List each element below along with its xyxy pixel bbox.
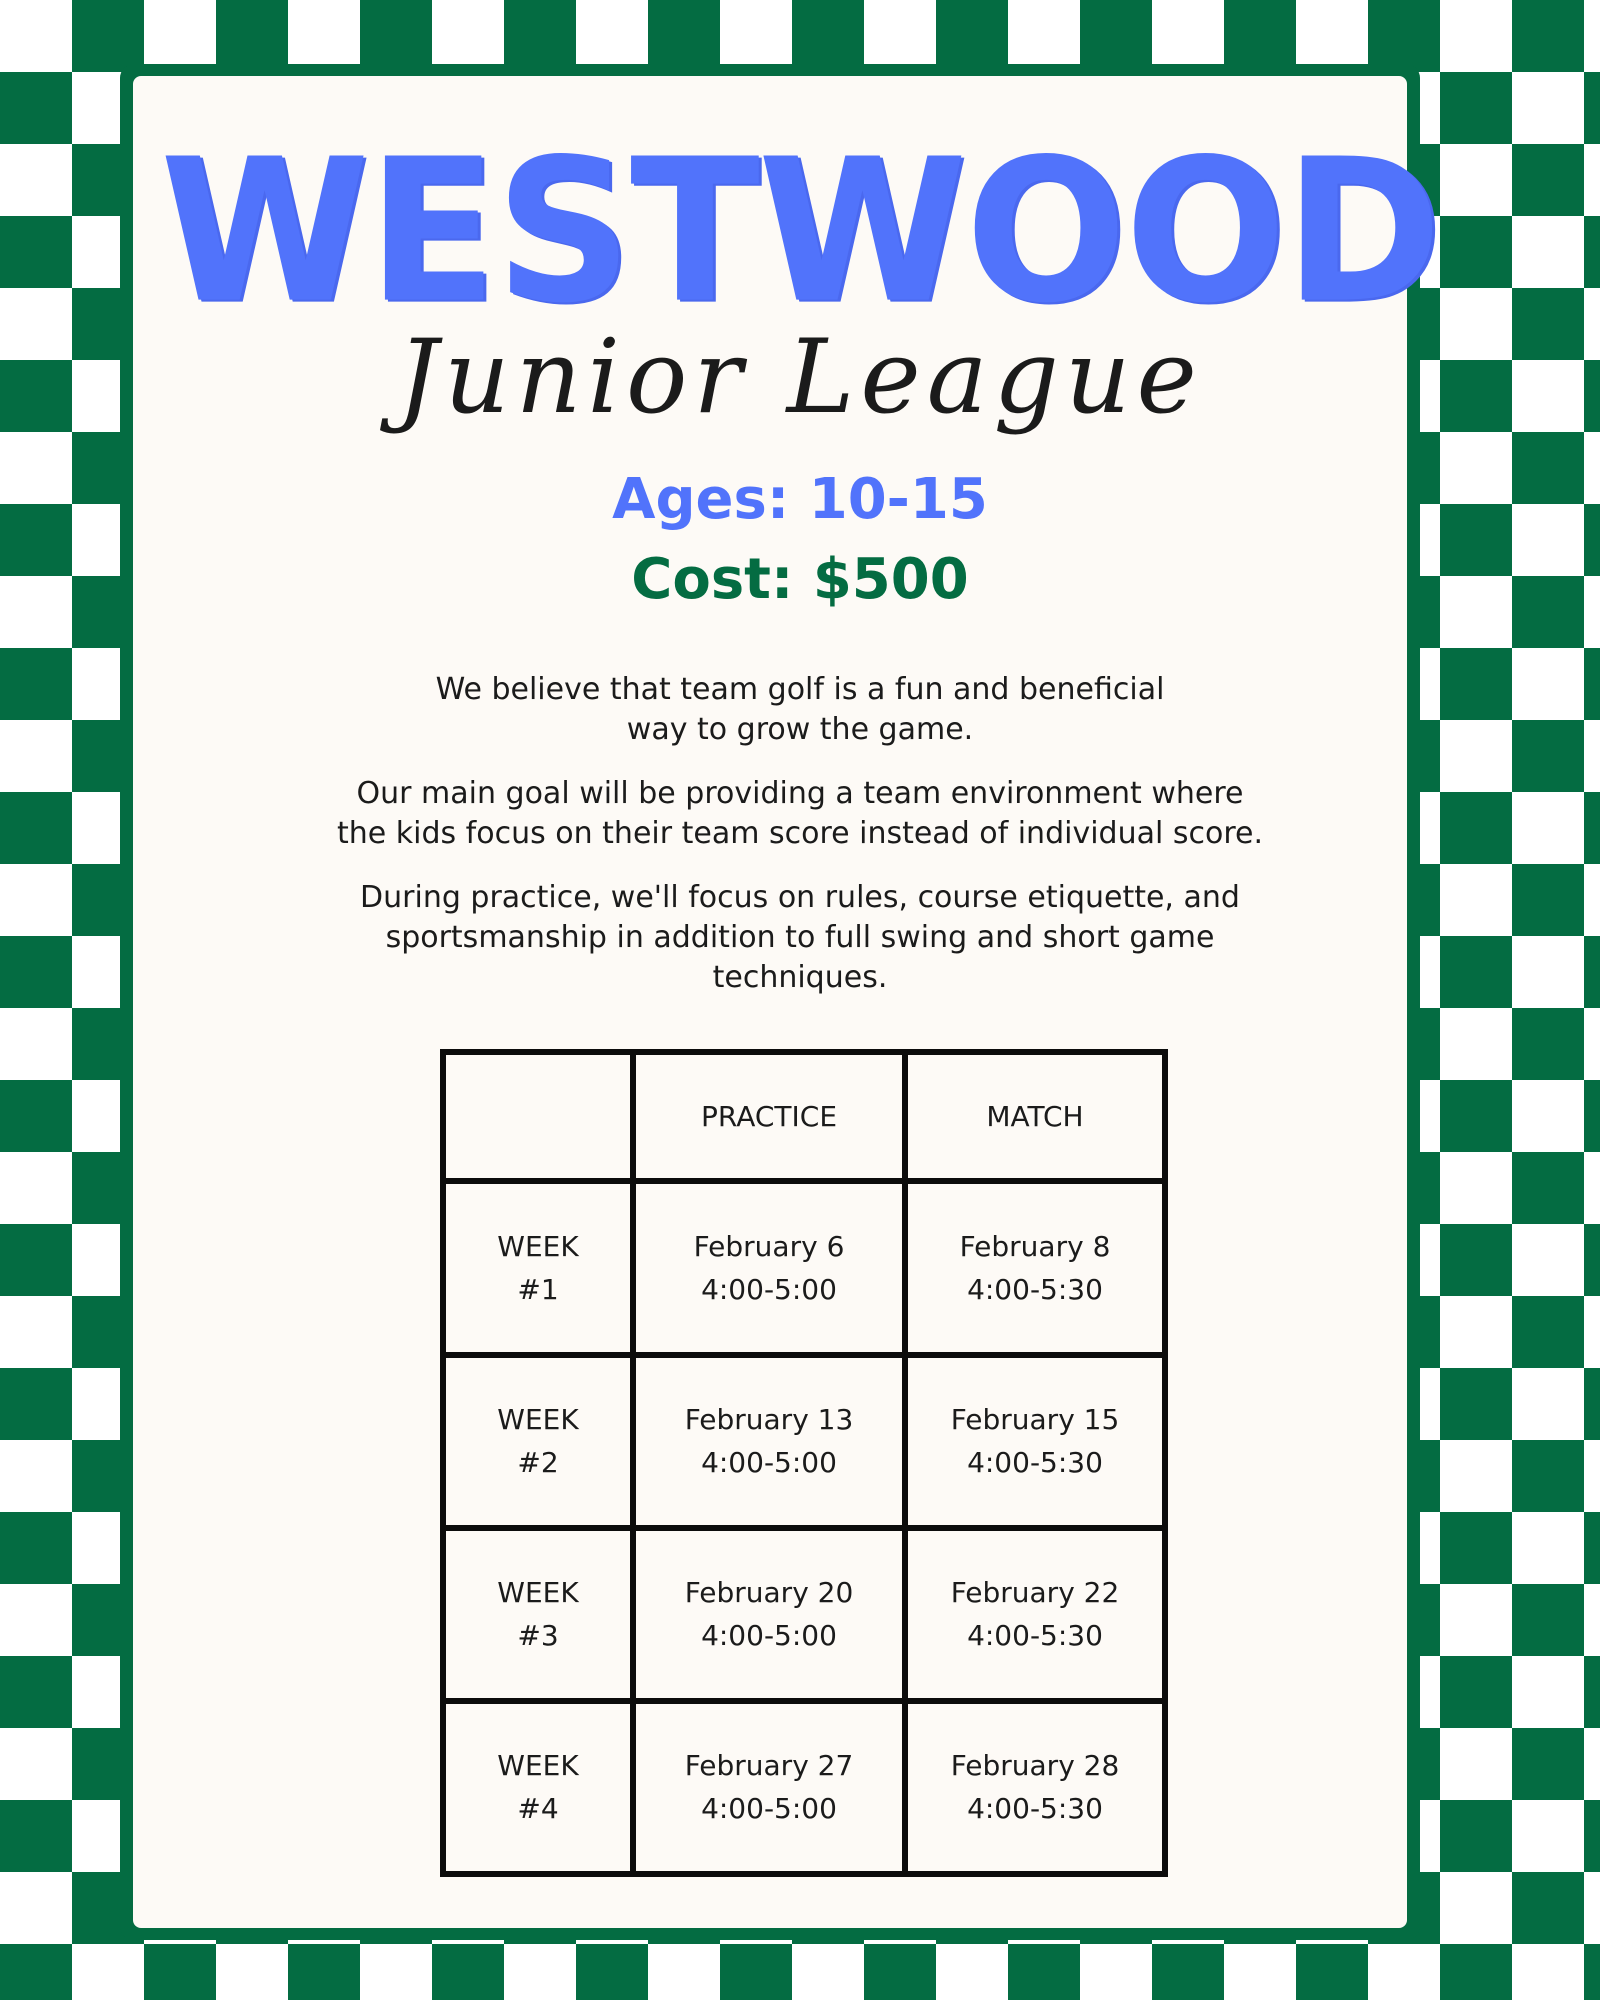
practice-line: During practice, we'll focus on rules, course etiquette, and [360,880,1240,915]
match-cell [905,1528,1165,1701]
week-number: #1 [517,1272,559,1306]
intro-line: We believe that team golf is a fun and beneficial [435,672,1165,707]
practice-time: 4:00-5:00 [701,1619,837,1653]
week-label: WEEK [497,1749,579,1783]
table-header-row [443,1052,1165,1181]
match-cell [905,1701,1165,1874]
goal-paragraph [330,774,1270,854]
week-cell [443,1355,633,1528]
header-cell-practice: PRACTICE [633,1052,905,1181]
practice-date: February 27 [684,1749,854,1783]
practice-paragraph [330,878,1270,998]
table-row [443,1181,1165,1354]
cost-label: Cost: $500 [631,547,969,612]
match-time: 4:00-5:30 [967,1792,1103,1826]
week-number: #2 [517,1446,559,1480]
header-cell-match: MATCH [905,1052,1165,1181]
table-row [443,1528,1165,1701]
match-time: 4:00-5:30 [967,1446,1103,1480]
goal-line: Our main goal will be providing a team environment where [356,776,1244,811]
match-date: February 8 [959,1229,1111,1263]
practice-date: February 20 [684,1576,854,1610]
table-row [443,1355,1165,1528]
table-row [443,1701,1165,1874]
match-cell [905,1181,1165,1354]
week-number: #4 [517,1792,559,1826]
week-cell [443,1701,633,1874]
header-cell-empty [443,1052,633,1181]
intro-line: way to grow the game. [626,712,974,747]
practice-line: techniques. [712,960,888,995]
week-cell [443,1181,633,1354]
practice-cell [633,1701,905,1874]
week-label: WEEK [497,1229,579,1263]
goal-line: the kids focus on their team score instead of individual score. [336,816,1263,851]
ages-label: Ages: 10-15 [612,467,988,532]
match-time: 4:00-5:30 [967,1619,1103,1653]
practice-cell [633,1355,905,1528]
practice-line: sportsmanship in addition to full swing and short game [385,920,1215,955]
practice-time: 4:00-5:00 [701,1792,837,1826]
practice-cell [633,1528,905,1701]
schedule-table [440,1049,1168,1877]
flyer-title: WESTWOOD [159,116,1441,347]
week-label: WEEK [497,1576,579,1610]
match-date: February 28 [950,1749,1120,1783]
week-number: #3 [517,1619,559,1653]
practice-time: 4:00-5:00 [701,1272,837,1306]
match-date: February 15 [950,1403,1120,1437]
practice-date: February 13 [684,1403,854,1437]
match-cell [905,1355,1165,1528]
match-date: February 22 [950,1576,1120,1610]
practice-time: 4:00-5:00 [701,1446,837,1480]
week-label: WEEK [497,1403,579,1437]
flyer-subtitle: Junior League [397,318,1203,437]
match-time: 4:00-5:30 [967,1272,1103,1306]
intro-paragraph [330,670,1270,750]
practice-date: February 6 [693,1229,845,1263]
week-cell [443,1528,633,1701]
practice-cell [633,1181,905,1354]
